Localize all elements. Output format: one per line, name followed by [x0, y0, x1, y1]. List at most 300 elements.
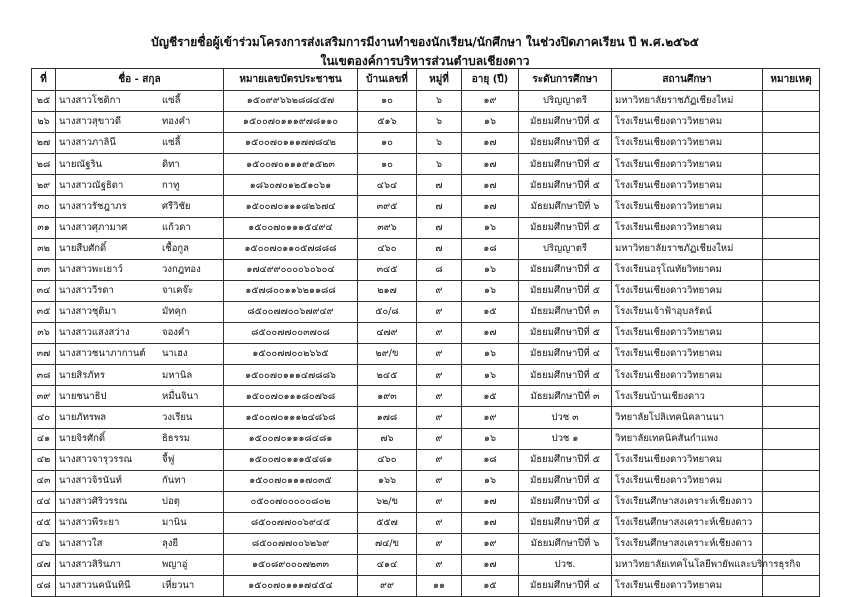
cell-id-card: ๑๕๐๙๙๖๖๒๘๘๔๕๗: [224, 91, 358, 112]
cell-no: ๓๙: [32, 386, 56, 407]
cell-house-no: ๕๐/๘: [358, 301, 417, 322]
cell-school: โรงเรียนเชียงดาววิทยาคม: [612, 175, 763, 196]
cell-first-name: นายชนาธิป: [59, 390, 107, 402]
table-row: [32, 470, 820, 491]
cell-id-card: ๘๕๐๐๗๗๐๐๓๗๐๘: [224, 323, 358, 344]
table-row: [32, 112, 820, 133]
cell-first-name: นางสาวสุขาวดี: [59, 116, 122, 128]
cell-last-name: พญาอู่: [162, 559, 188, 571]
cell-education-level: มัธยมศึกษาปีที่ ๕: [519, 323, 612, 344]
cell-house-no: ๗๔/ข: [358, 533, 417, 554]
cell-id-card: ๑๗๔๙๙๐๐๐๐๖๐๖๐๔: [224, 259, 358, 280]
cell-school: โรงเรียนเชียงดาววิทยาคม: [612, 470, 763, 491]
table-row: [32, 133, 820, 154]
table-row: [32, 196, 820, 217]
cell-name: [56, 91, 224, 112]
cell-note: [763, 533, 820, 554]
cell-house-no: ๕๑๖: [358, 112, 417, 133]
cell-house-no: ๔๗๙: [358, 323, 417, 344]
cell-education-level: มัธยมศึกษาปีที่ ๕: [519, 280, 612, 301]
cell-note: [763, 175, 820, 196]
cell-id-card: ๑๕๐๐๗๐๑๑๑๒๔๘๖๘: [224, 407, 358, 428]
cell-no: ๓๑: [32, 217, 56, 238]
cell-name: [56, 449, 224, 470]
cell-id-card: ๑๕๐๐๗๐๑๑๑๘๒๖๗๔: [224, 196, 358, 217]
cell-education-level: มัธยมศึกษาปีที่ ๕: [519, 259, 612, 280]
cell-last-name: จี้ฟู: [162, 453, 175, 465]
cell-name: [56, 428, 224, 449]
cell-name: [56, 323, 224, 344]
cell-id-card: ๑๕๐๐๗๐๑๑๑๕๔๙๔: [224, 217, 358, 238]
cell-school: มหาวิทยาลัยราชภัฏเชียงใหม่: [612, 91, 763, 112]
cell-last-name: ดิทา: [162, 158, 180, 170]
cell-name: [56, 175, 224, 196]
cell-age: ๑๘: [462, 238, 519, 259]
cell-no: ๓๐: [32, 196, 56, 217]
cell-school: โรงเรียนเชียงดาววิทยาคม: [612, 154, 763, 175]
cell-school: มหาวิทยาลัยเทคโนโลยีพายัพและบริการธุรกิจ: [612, 555, 763, 576]
cell-no: ๓๕: [32, 301, 56, 322]
cell-no: ๒๕: [32, 91, 56, 112]
cell-age: ๑๙: [462, 407, 519, 428]
header-no: ที่: [32, 69, 56, 91]
cell-no: ๔๓: [32, 470, 56, 491]
header-school: สถานศึกษา: [612, 69, 763, 91]
cell-note: [763, 576, 820, 597]
cell-education-level: มัธยมศึกษาปีที่ ๖: [519, 196, 612, 217]
cell-house-no: ๒๙/ข: [358, 344, 417, 365]
cell-last-name: จาเคจ๊ะ: [162, 285, 194, 297]
cell-age: ๑๖: [462, 217, 519, 238]
cell-moo: ๙: [417, 407, 462, 428]
cell-last-name: ศรีวิชัย: [162, 200, 191, 212]
cell-first-name: นางสาวพีระยา: [59, 517, 120, 529]
cell-school: โรงเรียนอรุโณทัยวิทยาคม: [612, 259, 763, 280]
cell-school: โรงเรียนศึกษาสงเคราะห์เชียงดาว: [612, 491, 763, 512]
cell-last-name: มานิน: [162, 517, 187, 529]
cell-first-name: นางสาวศิริวรรณ: [59, 496, 128, 508]
cell-first-name: นางสาวจิรนันท์: [59, 474, 122, 486]
cell-moo: ๙: [417, 386, 462, 407]
cell-id-card: ๑๕๐๐๗๗๐๐๒๖๖๕: [224, 344, 358, 365]
cell-moo: ๙: [417, 280, 462, 301]
cell-house-no: ๔๖๐: [358, 449, 417, 470]
cell-name: [56, 154, 224, 175]
cell-first-name: นางสาวใส: [59, 538, 103, 550]
cell-age: ๑๖: [462, 259, 519, 280]
cell-house-no: ๓๔๕: [358, 259, 417, 280]
cell-note: [763, 344, 820, 365]
cell-no: ๔๒: [32, 449, 56, 470]
header-name: ชื่อ - สกุล: [56, 69, 224, 91]
cell-house-no: ๔๑๔: [358, 555, 417, 576]
cell-education-level: มัธยมศึกษาปีที่ ๔: [519, 576, 612, 597]
cell-last-name: จองคำ: [162, 327, 190, 339]
cell-first-name: นายภัทรพล: [59, 411, 107, 423]
cell-house-no: ๑๐: [358, 154, 417, 175]
cell-note: [763, 491, 820, 512]
cell-first-name: นางสาวแสงสว่าง: [59, 327, 130, 339]
cell-last-name: มัทคุก: [162, 306, 187, 318]
cell-age: ๑๗: [462, 491, 519, 512]
cell-note: [763, 196, 820, 217]
cell-moo: ๗: [417, 217, 462, 238]
cell-education-level: มัธยมศึกษาปีที่ ๓: [519, 301, 612, 322]
cell-age: ๑๗: [462, 154, 519, 175]
cell-no: ๒๗: [32, 133, 56, 154]
cell-house-no: ๑๐: [358, 133, 417, 154]
table-row: [32, 407, 820, 428]
cell-education-level: ปวช ๑: [519, 428, 612, 449]
cell-name: [56, 133, 224, 154]
cell-house-no: ๒๑๗: [358, 280, 417, 301]
cell-first-name: นางสาวรัชฎาภร: [59, 200, 127, 212]
cell-age: ๑๗: [462, 512, 519, 533]
cell-first-name: นางสาวภาลินี: [59, 137, 116, 149]
cell-moo: ๖: [417, 154, 462, 175]
table-row: [32, 491, 820, 512]
cell-no: ๓๔: [32, 280, 56, 301]
cell-name: [56, 280, 224, 301]
cell-education-level: มัธยมศึกษาปีที่ ๕: [519, 365, 612, 386]
cell-education-level: มัธยมศึกษาปีที่ ๔: [519, 344, 612, 365]
cell-education-level: มัธยมศึกษาปีที่ ๕: [519, 217, 612, 238]
cell-id-card: ๘๕๐๐๗๗๐๐๖๙๔๕: [224, 512, 358, 533]
cell-name: [56, 344, 224, 365]
cell-id-card: ๑๕๐๐๗๐๑๑๑๙๑๕๒๓: [224, 154, 358, 175]
table-row: [32, 344, 820, 365]
cell-name: [56, 576, 224, 597]
cell-no: ๓๗: [32, 344, 56, 365]
cell-last-name: นาเฮง: [162, 348, 188, 360]
cell-moo: ๙: [417, 555, 462, 576]
document-title: บัญชีรายชื่อผู้เข้าร่วมโครงการส่งเสริมการมีงานทำของนักเรียน/นักศึกษา ในช่วงปิดภาคเรียน ปี พ.ศ.๒๕๖๕: [151, 35, 699, 49]
cell-no: ๒๙: [32, 175, 56, 196]
cell-id-card: ๑๕๐๐๗๐๑๑๑๙๗๘๑๑๐: [224, 112, 358, 133]
cell-no: ๓๓: [32, 259, 56, 280]
cell-school: โรงเรียนเชียงดาววิทยาคม: [612, 449, 763, 470]
cell-school: โรงเรียนเชียงดาววิทยาคม: [612, 576, 763, 597]
cell-name: [56, 407, 224, 428]
cell-first-name: นางสาวณัฐธิดา: [59, 179, 124, 191]
cell-education-level: มัธยมศึกษาปีที่ ๕: [519, 175, 612, 196]
table-row: [32, 365, 820, 386]
table-row: [32, 512, 820, 533]
cell-education-level: มัธยมศึกษาปีที่ ๕: [519, 112, 612, 133]
table-row: [32, 386, 820, 407]
cell-id-card: ๑๘๖๐๗๐๑๒๕๑๐๖๑: [224, 175, 358, 196]
cell-moo: ๖: [417, 133, 462, 154]
cell-first-name: นางสาวจารุวรรณ: [59, 453, 133, 465]
cell-no: ๔๔: [32, 491, 56, 512]
cell-age: ๑๖: [462, 280, 519, 301]
cell-moo: ๙: [417, 344, 462, 365]
table-row: [32, 533, 820, 554]
cell-no: ๓๘: [32, 365, 56, 386]
cell-name: [56, 238, 224, 259]
cell-first-name: นางสาววีรดา: [59, 285, 114, 297]
cell-house-no: ๑๗๘: [358, 407, 417, 428]
table-row: [32, 555, 820, 576]
cell-note: [763, 112, 820, 133]
cell-last-name: หมื่นจินา: [162, 390, 199, 402]
cell-moo: ๖: [417, 112, 462, 133]
cell-moo: ๙: [417, 323, 462, 344]
cell-id-card: ๑๕๐๐๗๐๑๑๑๕๔๘๑: [224, 449, 358, 470]
cell-moo: ๙: [417, 449, 462, 470]
cell-last-name: กันทา: [162, 474, 186, 486]
cell-last-name: เหี่ยวนา: [162, 580, 195, 592]
cell-no: ๓๖: [32, 323, 56, 344]
cell-last-name: เชื้อกูล: [162, 242, 189, 254]
cell-education-level: ปวช.: [519, 555, 612, 576]
cell-age: ๑๖: [462, 365, 519, 386]
cell-age: ๑๕: [462, 576, 519, 597]
cell-house-no: ๒๔๕: [358, 365, 417, 386]
cell-last-name: แซ่ลี้: [162, 95, 181, 107]
cell-house-no: ๓๙๖: [358, 217, 417, 238]
cell-id-card: ๑๕๐๐๗๐๑๑๑๗๔๕๔: [224, 576, 358, 597]
cell-id-card: ๑๕๗๘๐๐๑๑๖๒๑๑๘๘: [224, 280, 358, 301]
cell-name: [56, 365, 224, 386]
cell-first-name: นางสาวชุติมา: [59, 306, 117, 318]
cell-id-card: ๑๕๐๐๗๐๑๑๐๕๗๘๘๘: [224, 238, 358, 259]
cell-moo: ๙: [417, 491, 462, 512]
table-row: [32, 217, 820, 238]
cell-age: ๑๗: [462, 555, 519, 576]
cell-first-name: นายสิรภัทร: [59, 369, 105, 381]
cell-note: [763, 238, 820, 259]
cell-no: ๔๐: [32, 407, 56, 428]
cell-house-no: ๔๖๐: [358, 238, 417, 259]
cell-name: [56, 112, 224, 133]
cell-name: [56, 301, 224, 322]
cell-id-card: ๑๕๐๐๗๐๑๑๑๘๐๗๖๘: [224, 386, 358, 407]
cell-no: ๓๒: [32, 238, 56, 259]
cell-education-level: มัธยมศึกษาปีที่ ๕: [519, 470, 612, 491]
cell-school: โรงเรียนศึกษาสงเคราะห์เชียงดาว: [612, 533, 763, 554]
cell-house-no: ๗๖: [358, 428, 417, 449]
cell-no: ๔๕: [32, 512, 56, 533]
cell-house-no: ๙๙: [358, 576, 417, 597]
document-subtitle: ในเขตองค์การบริหารส่วนตำบลเชียงดาว: [320, 54, 530, 68]
cell-education-level: มัธยมศึกษาปีที่ ๕: [519, 154, 612, 175]
cell-last-name: บ่อตุ: [162, 496, 180, 508]
cell-first-name: นายสืบศักดิ์: [59, 242, 107, 254]
cell-last-name: วงกฎทอง: [162, 264, 201, 276]
cell-first-name: นางสาวสิรินภา: [59, 559, 121, 571]
cell-age: ๑๗: [462, 323, 519, 344]
cell-first-name: นางสาวพะเยาว์: [59, 264, 123, 276]
cell-age: ๑๖: [462, 428, 519, 449]
cell-moo: ๗: [417, 196, 462, 217]
cell-id-card: ๘๕๐๐๗๗๐๐๖๗๙๔๙: [224, 301, 358, 322]
participants-table: [31, 68, 820, 597]
cell-last-name: แซ่ลี้: [162, 137, 181, 149]
header-note: หมายเหตุ: [763, 69, 820, 91]
cell-school: โรงเรียนเชียงดาววิทยาคม: [612, 217, 763, 238]
cell-moo: ๖: [417, 91, 462, 112]
cell-school: โรงเรียนเชียงดาววิทยาคม: [612, 196, 763, 217]
table-row: [32, 175, 820, 196]
cell-note: [763, 133, 820, 154]
cell-age: ๑๙: [462, 533, 519, 554]
cell-name: [56, 196, 224, 217]
cell-last-name: กาทู: [162, 179, 180, 191]
cell-moo: ๗: [417, 238, 462, 259]
cell-first-name: นางสาวชนาภากานต์: [59, 348, 146, 360]
cell-school: โรงเรียนเชียงดาววิทยาคม: [612, 133, 763, 154]
cell-age: ๑๖: [462, 344, 519, 365]
cell-first-name: นางสาวนคนันทินี: [59, 580, 131, 592]
table-header-row: [32, 69, 820, 91]
cell-id-card: ๑๕๐๐๗๐๑๑๑๔๗๘๘๖: [224, 365, 358, 386]
cell-education-level: ปริญญาตรี: [519, 238, 612, 259]
cell-school: มหาวิทยาลัยราชภัฏเชียงใหม่: [612, 238, 763, 259]
cell-school: โรงเรียนเชียงดาววิทยาคม: [612, 365, 763, 386]
cell-education-level: ปริญญาตรี: [519, 91, 612, 112]
cell-name: [56, 259, 224, 280]
cell-note: [763, 386, 820, 407]
cell-last-name: ทองคำ: [162, 116, 191, 128]
table-row: [32, 259, 820, 280]
header-age: อายุ (ปี): [462, 69, 519, 91]
cell-house-no: ๑๙๓: [358, 386, 417, 407]
cell-no: ๒๖: [32, 112, 56, 133]
cell-note: [763, 512, 820, 533]
cell-name: [56, 470, 224, 491]
cell-note: [763, 154, 820, 175]
header-id-card: หมายเลขบัตรประชาชน: [224, 69, 358, 91]
cell-age: ๑๗: [462, 175, 519, 196]
cell-note: [763, 407, 820, 428]
cell-name: [56, 555, 224, 576]
header-education-level: ระดับการศึกษา: [519, 69, 612, 91]
cell-school: โรงเรียนบ้านเชียงดาว: [612, 386, 763, 407]
cell-moo: ๙: [417, 365, 462, 386]
cell-id-card: ๑๕๐๘๙๐๐๐๗๒๓๓: [224, 555, 358, 576]
table-row: [32, 154, 820, 175]
cell-name: [56, 533, 224, 554]
cell-name: [56, 386, 224, 407]
cell-no: ๔๑: [32, 428, 56, 449]
table-row: [32, 428, 820, 449]
cell-education-level: มัธยมศึกษาปีที่ ๖: [519, 533, 612, 554]
cell-age: ๑๖: [462, 112, 519, 133]
cell-note: [763, 323, 820, 344]
cell-first-name: นายจิรศักดิ์: [59, 432, 106, 444]
cell-education-level: มัธยมศึกษาปีที่ ๕: [519, 449, 612, 470]
cell-school: โรงเรียนเชียงดาววิทยาคม: [612, 280, 763, 301]
header-house-no: บ้านเลขที่: [358, 69, 417, 91]
cell-house-no: ๑๖๖: [358, 470, 417, 491]
table-row: [32, 91, 820, 112]
cell-education-level: มัธยมศึกษาปีที่ ๓: [519, 386, 612, 407]
cell-moo: ๙: [417, 533, 462, 554]
cell-school: วิทยาลัยโปลิเทคนิคลานนา: [612, 407, 763, 428]
cell-note: [763, 217, 820, 238]
table-row: [32, 301, 820, 322]
cell-no: ๒๘: [32, 154, 56, 175]
cell-name: [56, 512, 224, 533]
cell-house-no: ๓๙๕: [358, 196, 417, 217]
header-moo: หมู่ที่: [417, 69, 462, 91]
cell-age: ๑๗: [462, 133, 519, 154]
cell-last-name: วงเรียน: [162, 411, 193, 423]
cell-note: [763, 259, 820, 280]
table-row: [32, 576, 820, 597]
cell-id-card: ๐๕๐๐๗๐๐๐๐๐๘๐๒: [224, 491, 358, 512]
cell-last-name: แก้วดา: [162, 221, 191, 233]
cell-no: ๔๘: [32, 576, 56, 597]
cell-id-card: ๑๕๐๐๗๐๑๑๑๗๐๓๕: [224, 470, 358, 491]
cell-education-level: มัธยมศึกษาปีที่ ๕: [519, 512, 612, 533]
table-row: [32, 449, 820, 470]
cell-note: [763, 470, 820, 491]
table-row: [32, 238, 820, 259]
cell-last-name: ลุงยี: [162, 538, 179, 550]
cell-first-name: นางสาวโชติกา: [59, 95, 121, 107]
cell-moo: ๙: [417, 428, 462, 449]
cell-no: ๔๗: [32, 555, 56, 576]
cell-school: โรงเรียนเชียงดาววิทยาคม: [612, 323, 763, 344]
cell-last-name: มหานิล: [162, 369, 193, 381]
cell-name: [56, 217, 224, 238]
cell-note: [763, 428, 820, 449]
cell-school: วิทยาลัยเทคนิคสันกำแพง: [612, 428, 763, 449]
cell-school: โรงเรียนเชียงดาววิทยาคม: [612, 344, 763, 365]
cell-education-level: มัธยมศึกษาปีที่ ๕: [519, 133, 612, 154]
cell-no: ๔๖: [32, 533, 56, 554]
cell-first-name: นายณัฐริน: [59, 158, 103, 170]
cell-education-level: ปวช ๓: [519, 407, 612, 428]
cell-name: [56, 491, 224, 512]
cell-first-name: นางสาวศุภามาศ: [59, 221, 128, 233]
cell-moo: ๙: [417, 470, 462, 491]
cell-age: ๑๗: [462, 196, 519, 217]
cell-age: ๑๕: [462, 301, 519, 322]
cell-age: ๑๖: [462, 470, 519, 491]
cell-moo: ๘: [417, 259, 462, 280]
cell-school: โรงเรียนเชียงดาววิทยาคม: [612, 112, 763, 133]
table-row: [32, 280, 820, 301]
cell-age: ๑๘: [462, 449, 519, 470]
cell-school: โรงเรียนศึกษาสงเคราะห์เชียงดาว: [612, 512, 763, 533]
table-row: [32, 323, 820, 344]
cell-moo: ๗: [417, 175, 462, 196]
cell-id-card: ๑๕๐๐๗๐๑๑๑๗๗๘๔๒: [224, 133, 358, 154]
cell-house-no: ๖๒/ข: [358, 491, 417, 512]
cell-age: ๑๕: [462, 386, 519, 407]
cell-house-no: ๕๕๗: [358, 512, 417, 533]
cell-age: ๑๙: [462, 91, 519, 112]
cell-note: [763, 449, 820, 470]
cell-note: [763, 91, 820, 112]
cell-moo: ๙: [417, 301, 462, 322]
cell-education-level: มัธยมศึกษาปีที่ ๔: [519, 491, 612, 512]
cell-note: [763, 365, 820, 386]
cell-house-no: ๑๐: [358, 91, 417, 112]
cell-school: โรงเรียนเจ้าฟ้าอุบลรัตน์: [612, 301, 763, 322]
cell-note: [763, 301, 820, 322]
cell-house-no: ๔๖๔: [358, 175, 417, 196]
cell-id-card: ๘๕๐๐๗๗๐๐๖๒๖๙: [224, 533, 358, 554]
cell-last-name: ธิธรรม: [162, 432, 191, 444]
cell-id-card: ๑๕๐๐๗๐๑๑๑๘๔๘๑: [224, 428, 358, 449]
cell-moo: ๑๑: [417, 576, 462, 597]
cell-note: [763, 280, 820, 301]
cell-moo: ๙: [417, 512, 462, 533]
